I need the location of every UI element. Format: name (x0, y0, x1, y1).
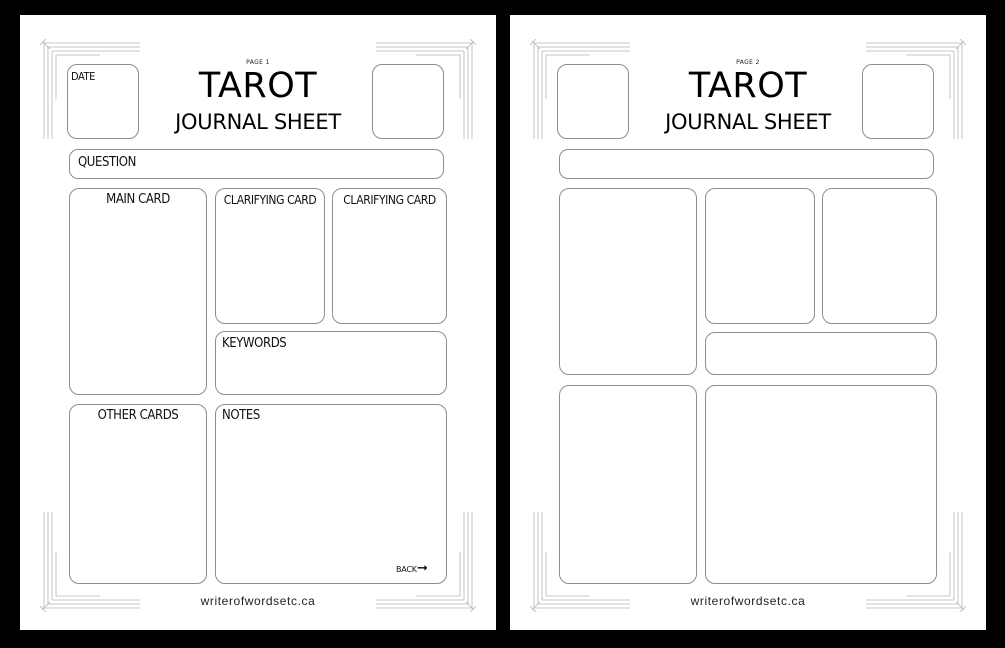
back-label[interactable]: BACK (396, 565, 417, 574)
main-card-box[interactable] (559, 188, 697, 375)
journal-page-1 (20, 15, 496, 630)
corner-box-top-right[interactable] (372, 64, 444, 139)
website-footer: writerofwordsetc.ca (200, 594, 316, 608)
page-label: PAGE 1 (246, 59, 270, 66)
clarifying-card-label-1: CLARIFYING CARD (223, 193, 317, 207)
date-label: DATE (71, 70, 96, 83)
notes-label: NOTES (222, 408, 260, 423)
website-footer: writerofwordsetc.ca (690, 594, 806, 608)
other-cards-label: OTHER CARDS (97, 408, 179, 423)
main-card-label: MAIN CARD (106, 192, 170, 207)
question-label: QUESTION (78, 155, 136, 170)
page-subtitle: JOURNAL SHEET (665, 110, 831, 134)
page-title: TAROT (198, 66, 318, 106)
page-label: PAGE 2 (736, 59, 760, 66)
clarifying-card-box-2[interactable] (822, 188, 937, 324)
right-arrow-icon[interactable]: ➞ (417, 561, 428, 576)
question-box[interactable] (559, 149, 934, 179)
clarifying-card-box-1[interactable] (215, 188, 325, 324)
keywords-box[interactable] (215, 331, 447, 395)
corner-box-top-left[interactable] (557, 64, 629, 139)
other-cards-box[interactable] (559, 385, 697, 584)
keywords-box[interactable] (705, 332, 937, 375)
date-box[interactable] (67, 64, 139, 139)
main-card-box[interactable] (69, 188, 207, 395)
clarifying-card-box-1[interactable] (705, 188, 815, 324)
keywords-label: KEYWORDS (222, 336, 287, 351)
clarifying-card-label-2: CLARIFYING CARD (343, 193, 436, 207)
page-title: TAROT (688, 66, 808, 106)
journal-page-2 (510, 15, 986, 630)
notes-box[interactable] (705, 385, 937, 584)
clarifying-card-box-2[interactable] (332, 188, 447, 324)
other-cards-box[interactable] (69, 404, 207, 584)
page-subtitle: JOURNAL SHEET (175, 110, 341, 134)
question-box[interactable] (69, 149, 444, 179)
corner-box-top-right[interactable] (862, 64, 934, 139)
notes-box[interactable] (215, 404, 447, 584)
